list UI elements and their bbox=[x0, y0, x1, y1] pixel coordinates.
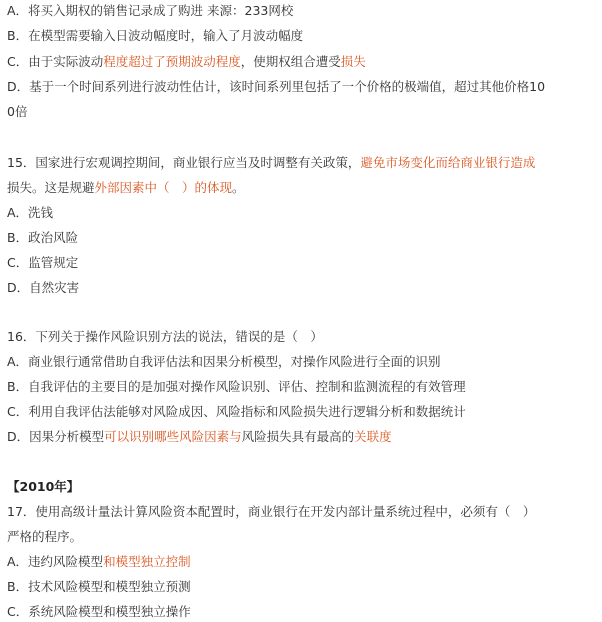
q14-option-c-text: C．由于实际波动 bbox=[7, 54, 104, 69]
q17-stem-text: 17．使用高级计量法计算风险资本配置时，商业银行在开发内部计量系统过程中，必须有（ ） bbox=[7, 504, 536, 519]
q16-option-d-text: D．因果分析模型 bbox=[7, 429, 105, 444]
q14-option-d bbox=[7, 78, 545, 96]
q17-option-c bbox=[7, 603, 191, 621]
q15-stem-text-2: 损失。这是规避 bbox=[7, 180, 95, 195]
q17-stem-line-1 bbox=[7, 503, 535, 521]
q17-option-c-text: C．系统风险模型和模型独立操作 bbox=[7, 604, 191, 619]
q15-option-a-text: A．洗钱 bbox=[7, 205, 54, 220]
q17-option-a-text: A．违约风险模型 bbox=[7, 554, 104, 569]
q14-option-d-text: D．基于一个时间系列进行波动性估计，该时间系列里包括了一个价格的极端值，超过其他价格10 bbox=[7, 79, 546, 94]
q14-option-a bbox=[7, 2, 293, 20]
q14-option-b-text: B．在模型需要输入日波动幅度时，输入了月波动幅度 bbox=[7, 28, 304, 43]
q16-option-d-text-2: 风险损失具有最高的 bbox=[241, 429, 355, 444]
q15-stem-highlight: 避免市场变化而给商业银行造成 bbox=[360, 155, 536, 170]
q16-option-d bbox=[7, 428, 392, 446]
q16-option-b-text: B．自我评估的主要目的是加强对操作风险识别、评估、控制和监测流程的有效管理 bbox=[7, 379, 466, 394]
q16-option-a bbox=[7, 353, 441, 371]
q17-option-a-highlight: 和模型独立控制 bbox=[103, 554, 191, 569]
q17-option-b bbox=[7, 578, 191, 596]
q15-option-b-text: B．政治风险 bbox=[7, 230, 79, 245]
q15-option-c-text: C．监管规定 bbox=[7, 255, 79, 270]
q15-option-c bbox=[7, 254, 78, 272]
q14-option-c-highlight-2: 损失 bbox=[340, 54, 366, 69]
q14-option-c bbox=[7, 53, 366, 71]
q16-option-d-highlight: 可以识别哪些风险因素与 bbox=[104, 429, 242, 444]
q14-option-d-cont-text: 0倍 bbox=[7, 104, 28, 119]
q17-stem-text-2: 严格的程序。 bbox=[7, 529, 83, 544]
q15-option-d-text: D．自然灾害 bbox=[7, 280, 80, 295]
q16-option-a-text: A．商业银行通常借助自我评估法和因果分析模型，对操作风险进行全面的识别 bbox=[7, 354, 441, 369]
q16-option-b bbox=[7, 378, 466, 396]
q15-option-b bbox=[7, 229, 78, 247]
q17-option-a bbox=[7, 553, 191, 571]
q17-stem-line-2 bbox=[7, 528, 82, 546]
q15-stem-line-2 bbox=[7, 179, 245, 197]
q15-option-d bbox=[7, 279, 79, 297]
q15-stem-text-3: 。 bbox=[232, 180, 245, 195]
q16-option-c bbox=[7, 403, 466, 421]
q16-stem-text: 16．下列关于操作风险识别方法的说法，错误的是（ ） bbox=[7, 329, 323, 344]
q14-option-a-text: A．将买入期权的销售记录成了购进 来源：233网校 bbox=[7, 3, 294, 18]
q17-option-b-text: B．技术风险模型和模型独立预测 bbox=[7, 579, 191, 594]
q14-option-c-text-2: ，使期权组合遭受 bbox=[240, 54, 341, 69]
year-heading: 【2010年】 bbox=[7, 479, 80, 494]
q15-stem-text: 15．国家进行宏观调控期间，商业银行应当及时调整有关政策， bbox=[7, 155, 361, 170]
q16-stem bbox=[7, 328, 323, 346]
q16-option-d-highlight-2: 关联度 bbox=[354, 429, 392, 444]
q15-stem-highlight-2: 外部因素中（ ）的体现 bbox=[94, 180, 233, 195]
q14-option-c-highlight: 程度超过了预期波动程度 bbox=[103, 54, 241, 69]
q14-option-d-continued bbox=[7, 103, 27, 121]
q15-option-a bbox=[7, 204, 53, 222]
q16-option-c-text: C．利用自我评估法能够对风险成因、风险指标和风险损失进行逻辑分析和数据统计 bbox=[7, 404, 466, 419]
q14-option-b bbox=[7, 27, 303, 45]
q15-stem-line-1 bbox=[7, 154, 535, 172]
